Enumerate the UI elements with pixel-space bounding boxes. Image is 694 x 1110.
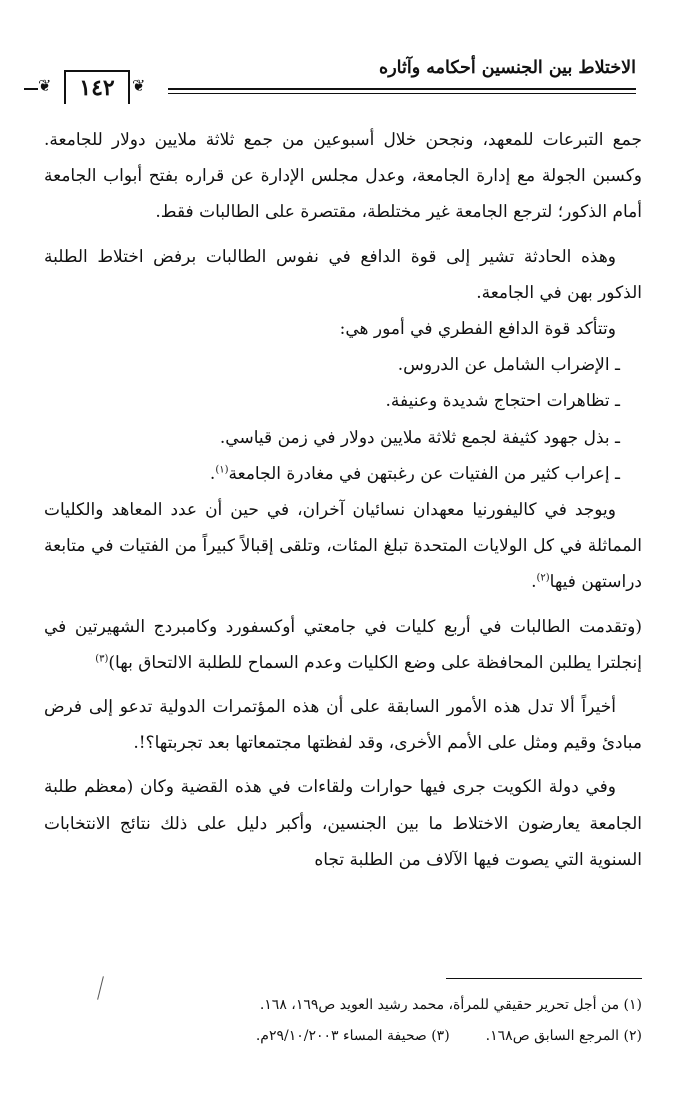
header-rule-thin bbox=[168, 93, 636, 94]
paragraph-text: (وتقدمت الطالبات في أربع كليات في جامعتي أوكسفورد وكامبردج الشهيرتين في إنجلترا يطلبن المحافظة على وضع الكليات وعدم السماح للطلبة الالتحاق بها) bbox=[44, 616, 642, 673]
footnote-1: (١) من أجل تحرير حقيقي للمرأة، محمد رشيد العويد ص١٦٩، ١٦٨. bbox=[259, 997, 642, 1013]
footnote-3: (٣) صحيفة المساء ٢٩/١٠/٢٠٠٣م. bbox=[255, 1028, 450, 1044]
list-item: ـ بذل جهود كثيفة لجمع ثلاثة ملايين دولار في زمن قياسي. bbox=[219, 427, 620, 448]
footnotes bbox=[44, 990, 642, 1052]
paragraph: أخيراً ألا تدل هذه الأمور السابقة على أن هذه المؤتمرات الدولية تدعو إلى فرض مبادئ وقيم ومثل على الأمم الأخرى، وقد لفظتها مجتمعاتها بعد تجربتها؟!. bbox=[44, 697, 642, 754]
paragraph: وفي دولة الكويت جرى فيها حوارات ولقاءات في هذه القضية وكان (معظم طلبة الجامعة يعارضون الاختلاط ما بين الجنسين، وأكبر دليل على ذلك نتائج الانتخابات السنوية التي يصوت فيها الآلاف من الطلبة تجاه bbox=[44, 777, 642, 870]
paragraph: وهذه الحادثة تشير إلى قوة الدافع في نفوس الطالبات برفض اختلاط الطلبة الذكور بهن في الجامعة. bbox=[44, 246, 642, 303]
footnote-2: (٢) المرجع السابق ص١٦٨. bbox=[485, 1028, 642, 1044]
header-rule-tail bbox=[24, 88, 38, 90]
floral-ornament-icon: ❦ bbox=[132, 76, 146, 95]
body-text bbox=[44, 122, 642, 878]
paragraph bbox=[44, 492, 642, 601]
page-number: ١٤٢ bbox=[64, 70, 130, 104]
footnote-ref: (٣) bbox=[95, 653, 109, 665]
paragraph bbox=[44, 609, 642, 681]
footnote-ref: (٢) bbox=[536, 572, 550, 584]
list-item bbox=[44, 456, 642, 492]
footnote-ref: (١) bbox=[215, 464, 229, 476]
list-item: ـ تظاهرات احتجاج شديدة وعنيفة. bbox=[385, 391, 620, 412]
footnote-separator bbox=[446, 978, 642, 979]
list-item: ـ الإضراب الشامل عن الدروس. bbox=[397, 355, 620, 376]
floral-ornament-icon: ❦ bbox=[38, 76, 52, 95]
header-rule bbox=[168, 88, 636, 90]
list-item-text: ـ إعراب كثير من الفتيات عن رغبتهن في مغادرة الجامعة bbox=[228, 463, 620, 484]
paragraph: جمع التبرعات للمعهد، ونجحن خلال أسبوعين من جمع ثلاثة ملايين دولار للجامعة. وكسبن الجولة مع إدارة الجامعة، وعدل مجلس الإدارة عن قراره بفتح أبواب الجامعة أمام الذكور؛ لترجع الجامعة غير مختلطة، مقتصرة على الطالبات فقط. bbox=[44, 130, 642, 223]
paragraph: وتتأكد قوة الدافع الفطري في أمور هي: bbox=[339, 319, 616, 340]
footnote-line bbox=[44, 990, 642, 1021]
paragraph-text: ويوجد في كاليفورنيا معهدان نسائيان آخران، في حين أن عدد المعاهد والكليات المماثلة في كل الولايات المتحدة تبلغ المئات، وتلقى إقبالاً كبيراً من الفتيات في متابعة دراستهن فيها bbox=[44, 500, 642, 593]
punctuation: . bbox=[209, 463, 216, 484]
running-header bbox=[24, 48, 636, 110]
footnote-line bbox=[44, 1021, 642, 1052]
running-title: الاختلاط بين الجنسين أحكامه وآثاره bbox=[379, 58, 636, 78]
punctuation: . bbox=[531, 572, 537, 593]
